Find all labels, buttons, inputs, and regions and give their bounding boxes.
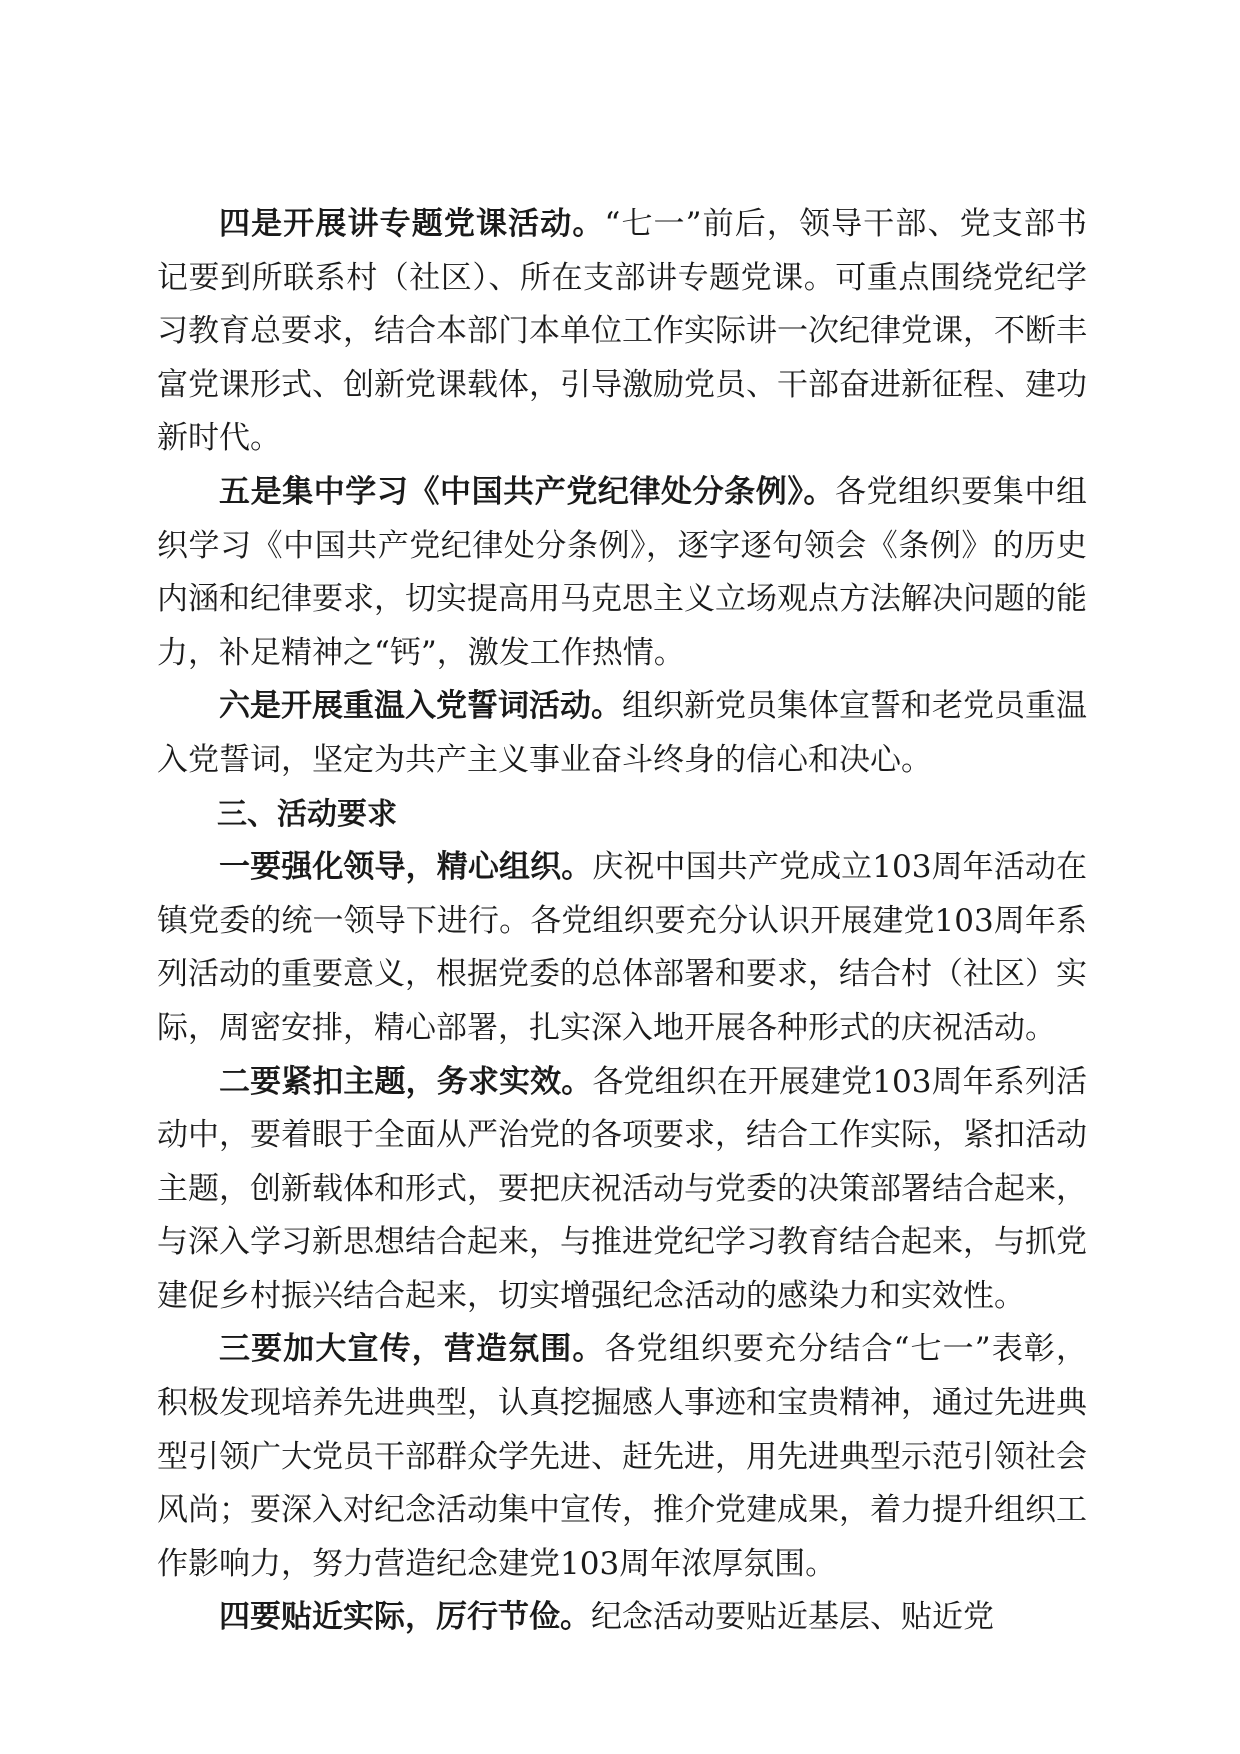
paragraph-text: 纪念活动要贴近基层、贴近党: [591, 1599, 994, 1636]
paragraph-lead: 三要加大宣传，营造氛围。: [219, 1331, 605, 1368]
paragraph-requirement-theme: [157, 1056, 1087, 1324]
paragraph-lead: 一要强化领导，精心组织。: [219, 849, 593, 886]
paragraph-text: 各党组织要集中组织学习《中国共产党纪律处分条例》，逐字逐句领会《条例》的历史内涵和纪律要求，切实提高用马克思主义立场观点方法解决问题的能力，补足精神之“钙”，激发工作热情。: [157, 473, 1088, 671]
paragraph-text: 各党组织要充分结合“七一”表彰，积极发现培养先进典型，认真挖掘感人事迹和宝贵精神，通过先进典型引领广大党员干部群众学先进、赶先进，用先进典型示范引领社会风尚；要深入对纪念活动集中宣传，推介党建成果，着力提升组织工作影响力，努力营造纪念建党103周年浓厚氛围。: [157, 1331, 1087, 1582]
paragraph-study-discipline-regulations: [157, 466, 1087, 680]
paragraph-special-party-lecture: [157, 198, 1087, 466]
paragraph-text: 各党组织在开展建党103周年系列活动中，要着眼于全面从严治党的各项要求，结合工作实际，紧扣活动主题，创新载体和形式，要把庆祝活动与党委的决策部署结合起来，与深入学习新思想结合起来，与推进党纪学习教育结合起来，与抓党建促乡村振兴结合起来，切实增强纪念活动的感染力和实效性。: [157, 1063, 1088, 1314]
paragraph-text: 组织新党员集体宣誓和老党员重温入党誓词，坚定为共产主义事业奋斗终身的信心和决心。: [157, 688, 1087, 778]
document-body: [157, 198, 1087, 1645]
section-heading: 三、活动要求: [217, 796, 397, 832]
paragraph-lead: 六是开展重温入党誓词活动。: [219, 688, 622, 725]
paragraph-lead: 二要紧扣主题，务求实效。: [219, 1063, 593, 1100]
paragraph-lead: 四是开展讲专题党课活动。: [219, 206, 605, 242]
paragraph-lead: 四要贴近实际，厉行节俭。: [219, 1599, 591, 1636]
paragraph-requirement-publicity: [157, 1323, 1087, 1591]
paragraph-reaffirm-oath: [157, 680, 1087, 787]
paragraph-requirement-leadership: [157, 841, 1087, 1055]
paragraph-text: 庆祝中国共产党成立103周年活动在镇党委的统一领导下进行。各党组织要充分认识开展建党103周年系列活动的重要意义，根据党委的总体部署和要求，结合村（社区）实际，周密安排，精心部署，扎实深入地开展各种形式的庆祝活动。: [157, 849, 1088, 1046]
paragraph-text: “七一”前后，领导干部、党支部书记要到所联系村（社区）、所在支部讲专题党课。可重点围绕党纪学习教育总要求，结合本部门本单位工作实际讲一次纪律党课，不断丰富党课形式、创新党课载体，引导激励党员、干部奋进新征程、建功新时代。: [157, 206, 1087, 457]
paragraph-lead: 五是集中学习《中国共产党纪律处分条例》。: [219, 473, 835, 510]
paragraph-requirement-frugality: [157, 1591, 1087, 1645]
